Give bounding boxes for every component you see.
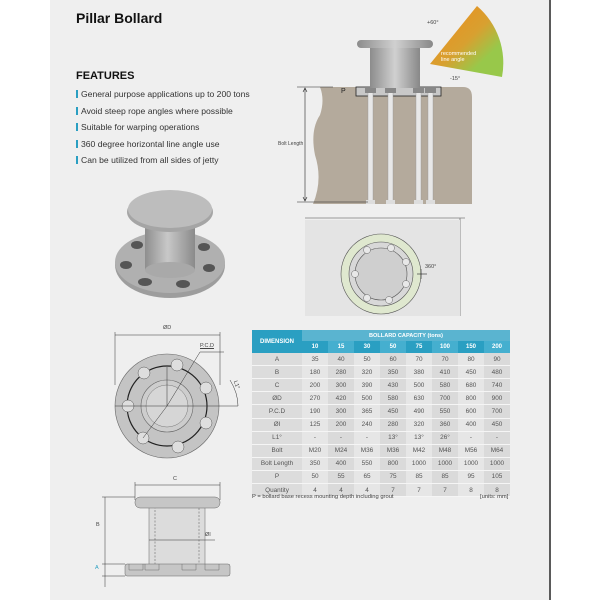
table-cell: 85 xyxy=(432,470,458,483)
table-cell: 400 xyxy=(328,457,354,470)
table-cell: 180 xyxy=(302,366,328,379)
table-cell: 200 xyxy=(302,379,328,392)
capacity-header: BOLLARD CAPACITY (tons) xyxy=(302,330,510,341)
table-cell: - xyxy=(302,431,328,444)
table-cell: M24 xyxy=(328,444,354,457)
features-heading: FEATURES xyxy=(76,70,135,82)
bullet-bar-icon xyxy=(76,90,78,98)
table-cell: 50 xyxy=(354,353,380,366)
table-cell: 1000 xyxy=(406,457,432,470)
table-cell: 420 xyxy=(328,392,354,405)
table-cell: 490 xyxy=(406,405,432,418)
table-cell: 450 xyxy=(484,418,510,431)
table-cell: 350 xyxy=(380,366,406,379)
bollard-capacity-table xyxy=(252,330,510,497)
c-label: C xyxy=(173,476,177,482)
table-cell: 1000 xyxy=(458,457,484,470)
table-cell: 80 xyxy=(458,353,484,366)
table-cell: 270 xyxy=(302,392,328,405)
recommended-angle-label: recommended line angle xyxy=(441,51,477,63)
table-body xyxy=(252,353,510,497)
row-label: P xyxy=(252,470,302,483)
table-cell: 400 xyxy=(458,418,484,431)
table-cell: - xyxy=(354,431,380,444)
table-cell: 580 xyxy=(380,392,406,405)
table-cell: 7 xyxy=(406,484,432,497)
table-row xyxy=(252,444,510,457)
angle-bottom-label: -15° xyxy=(450,76,461,82)
table-row xyxy=(252,457,510,470)
row-label: Bolt xyxy=(252,444,302,457)
bullet-bar-icon xyxy=(76,140,78,148)
angle-top-label: +60° xyxy=(427,20,439,26)
table-cell: 500 xyxy=(354,392,380,405)
row-label: P.C.D xyxy=(252,405,302,418)
table-cell: 320 xyxy=(406,418,432,431)
plan-rotation-diagram xyxy=(305,218,465,318)
rotation-label: 360° xyxy=(425,264,437,270)
table-cell: 300 xyxy=(328,379,354,392)
feature-item: Avoid steep rope angles where possible xyxy=(76,105,250,122)
table-cell: 70 xyxy=(432,353,458,366)
capacity-col: 30 xyxy=(354,341,380,353)
table-row xyxy=(252,353,510,366)
table-cell: 365 xyxy=(354,405,380,418)
bolt-length-label: Bolt Length xyxy=(278,141,304,147)
bollard-3d-render xyxy=(105,185,245,310)
table-cell: 700 xyxy=(432,392,458,405)
table-cell: 55 xyxy=(328,470,354,483)
row-label: ØD xyxy=(252,392,302,405)
table-cell: M36 xyxy=(354,444,380,457)
dimension-header: DIMENSION xyxy=(252,330,302,353)
capacity-col: 15 xyxy=(328,341,354,353)
p-label: P xyxy=(341,88,346,95)
table-cell: 450 xyxy=(458,366,484,379)
table-cell: 70 xyxy=(406,353,432,366)
capacity-col: 75 xyxy=(406,341,432,353)
table-cell: 410 xyxy=(432,366,458,379)
oi-label: ØI xyxy=(205,532,211,538)
table-cell: 75 xyxy=(380,470,406,483)
capacity-col: 50 xyxy=(380,341,406,353)
feature-item: General purpose applications up to 200 tons xyxy=(76,88,250,105)
row-label: ØI xyxy=(252,418,302,431)
od-label: ØD xyxy=(163,325,172,331)
table-cell: 65 xyxy=(354,470,380,483)
table-cell: M42 xyxy=(406,444,432,457)
l1-label: L1° xyxy=(231,380,241,390)
table-cell: 360 xyxy=(432,418,458,431)
table-cell: 580 xyxy=(432,379,458,392)
table-cell: 300 xyxy=(328,405,354,418)
table-row xyxy=(252,418,510,431)
table-cell: 450 xyxy=(380,405,406,418)
table-cell: 630 xyxy=(406,392,432,405)
table-cell: 390 xyxy=(354,379,380,392)
table-cell: 740 xyxy=(484,379,510,392)
side-view-drawing xyxy=(90,475,240,595)
table-row xyxy=(252,392,510,405)
table-cell: 900 xyxy=(484,392,510,405)
table-cell: 4 xyxy=(354,484,380,497)
table-cell: 800 xyxy=(458,392,484,405)
table-row xyxy=(252,431,510,444)
table-cell: 40 xyxy=(328,353,354,366)
table-cell: M64 xyxy=(484,444,510,457)
table-cell: 1000 xyxy=(432,457,458,470)
features-list xyxy=(76,88,250,171)
table-cell: 26° xyxy=(432,431,458,444)
table-cell: 380 xyxy=(406,366,432,379)
feature-item: 360 degree horizontal line angle use xyxy=(76,138,250,155)
row-label: L1° xyxy=(252,431,302,444)
table-cell: 280 xyxy=(328,366,354,379)
table-cell: 550 xyxy=(432,405,458,418)
table-row xyxy=(252,379,510,392)
table-cell: 240 xyxy=(354,418,380,431)
bullet-bar-icon xyxy=(76,156,78,164)
table-cell: M56 xyxy=(458,444,484,457)
table-cell: 320 xyxy=(354,366,380,379)
units-label: [units: mm] xyxy=(480,494,509,500)
table-cell: M36 xyxy=(380,444,406,457)
table-cell: 60 xyxy=(380,353,406,366)
table-cell: 7 xyxy=(432,484,458,497)
table-cell: 8 xyxy=(458,484,484,497)
row-label: C xyxy=(252,379,302,392)
table-note: P = bollard base recess mounting depth including grout xyxy=(252,494,394,500)
pcd-label: P.C.D xyxy=(200,343,214,349)
table-cell: - xyxy=(328,431,354,444)
table-cell: 600 xyxy=(458,405,484,418)
table-cell: 4 xyxy=(328,484,354,497)
table-cell: 480 xyxy=(484,366,510,379)
row-label: Quantity xyxy=(252,484,302,497)
table-cell: 50 xyxy=(302,470,328,483)
table-cell: 105 xyxy=(484,470,510,483)
table-cell: M48 xyxy=(432,444,458,457)
table-cell: 200 xyxy=(328,418,354,431)
table-cell: 430 xyxy=(380,379,406,392)
table-cell: 7 xyxy=(380,484,406,497)
a-label: A xyxy=(95,565,99,571)
table-cell: 8 xyxy=(484,484,510,497)
table-cell: 35 xyxy=(302,353,328,366)
installation-section-diagram xyxy=(280,0,510,215)
feature-item: Can be utilized from all sides of jetty xyxy=(76,154,250,171)
capacity-col: 200 xyxy=(484,341,510,353)
bullet-bar-icon xyxy=(76,107,78,115)
table-row xyxy=(252,366,510,379)
table-cell: 550 xyxy=(354,457,380,470)
table-cell: 680 xyxy=(458,379,484,392)
capacity-col: 10 xyxy=(302,341,328,353)
page-title: Pillar Bollard xyxy=(76,10,163,26)
table-cell: M20 xyxy=(302,444,328,457)
b-label: B xyxy=(96,522,100,528)
table-cell: 90 xyxy=(484,353,510,366)
table-cell: 500 xyxy=(406,379,432,392)
table-cell: - xyxy=(484,431,510,444)
top-view-drawing xyxy=(110,325,250,465)
bullet-bar-icon xyxy=(76,123,78,131)
table-cell: 800 xyxy=(380,457,406,470)
table-cell: 4 xyxy=(302,484,328,497)
capacity-col: 100 xyxy=(432,341,458,353)
table-cell: 190 xyxy=(302,405,328,418)
table-cell: 85 xyxy=(406,470,432,483)
table-cell: 13° xyxy=(380,431,406,444)
table-cell: 280 xyxy=(380,418,406,431)
table-cell: 700 xyxy=(484,405,510,418)
feature-item: Suitable for warping operations xyxy=(76,121,250,138)
table-row xyxy=(252,470,510,483)
table-cell: 95 xyxy=(458,470,484,483)
capacity-col: 150 xyxy=(458,341,484,353)
row-label: B xyxy=(252,366,302,379)
table-row xyxy=(252,405,510,418)
table-cell: 13° xyxy=(406,431,432,444)
row-label: A xyxy=(252,353,302,366)
table-cell: 125 xyxy=(302,418,328,431)
table-cell: - xyxy=(458,431,484,444)
row-label: Bolt Length xyxy=(252,457,302,470)
table-cell: 350 xyxy=(302,457,328,470)
table-cell: 1000 xyxy=(484,457,510,470)
